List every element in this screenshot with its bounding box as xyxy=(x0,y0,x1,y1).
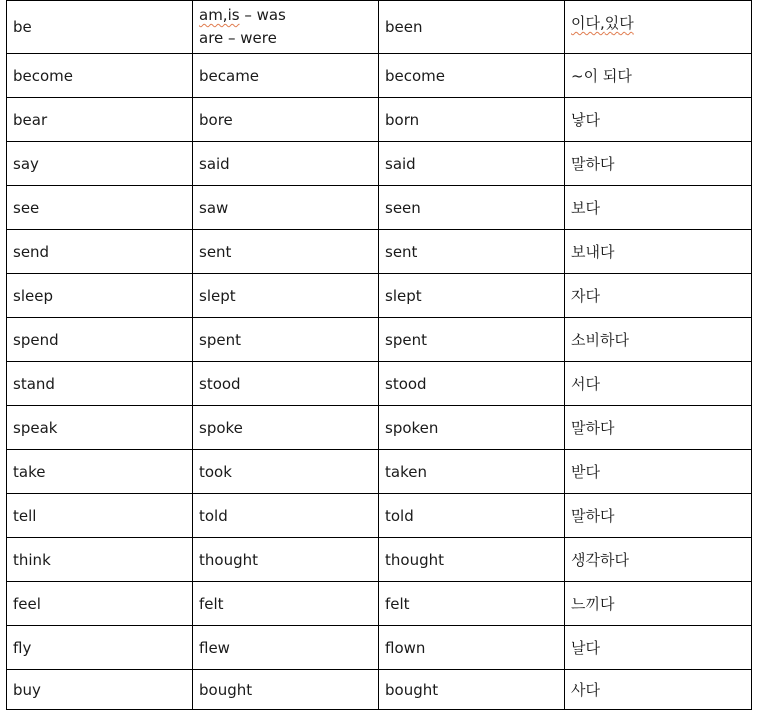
table-row xyxy=(7,670,752,710)
participle-text: thought xyxy=(385,550,444,569)
participle-cell xyxy=(379,186,565,230)
past-form-cell xyxy=(193,626,379,670)
past-form-cell xyxy=(193,538,379,582)
table-row xyxy=(7,406,752,450)
meaning-text: 느끼다 xyxy=(571,594,615,613)
meaning-cell xyxy=(565,98,752,142)
participle-text: flown xyxy=(385,638,426,657)
participle-text: slept xyxy=(385,286,422,305)
meaning-cell xyxy=(565,670,752,710)
meaning-cell xyxy=(565,274,752,318)
past-form-cell xyxy=(193,230,379,274)
verb-rows xyxy=(7,54,752,710)
irregular-verb-table xyxy=(6,0,752,710)
past-form-cell xyxy=(193,186,379,230)
past-form-cell xyxy=(193,406,379,450)
participle-cell xyxy=(379,582,565,626)
base-form-cell xyxy=(7,230,193,274)
past-form-cell xyxy=(193,494,379,538)
base-form-text: become xyxy=(13,66,74,85)
meaning-cell xyxy=(565,362,752,406)
past-form-text: spoke xyxy=(199,418,243,437)
table-row xyxy=(7,142,752,186)
base-form-cell xyxy=(7,626,193,670)
past-form-text: saw xyxy=(199,198,229,217)
table-row xyxy=(7,186,752,230)
past-form-cell xyxy=(193,142,379,186)
participle-text: bought xyxy=(385,680,439,699)
past-form-cell xyxy=(193,54,379,98)
meaning-cell xyxy=(565,1,752,54)
participle-cell xyxy=(379,406,565,450)
past-form-text: bought xyxy=(199,680,253,699)
base-form-text: fly xyxy=(13,638,32,657)
participle-cell xyxy=(379,494,565,538)
meaning-text: 보다 xyxy=(571,198,600,217)
participle-cell xyxy=(379,54,565,98)
past-form-line: are – were xyxy=(199,29,277,47)
past-form-text: – was xyxy=(239,6,286,24)
meaning-cell xyxy=(565,406,752,450)
meaning-text: 생각하다 xyxy=(571,550,629,569)
participle-cell xyxy=(379,142,565,186)
table-row xyxy=(7,538,752,582)
past-form-text: became xyxy=(199,66,260,85)
meaning-text: 사다 xyxy=(571,680,600,699)
spellcheck-word: 이다, xyxy=(571,14,605,32)
participle-text: felt xyxy=(385,594,410,613)
table-row xyxy=(7,582,752,626)
past-form-cell xyxy=(193,1,379,54)
base-form-cell xyxy=(7,582,193,626)
past-form-line xyxy=(199,4,372,27)
participle-cell xyxy=(379,670,565,710)
participle-text: sent xyxy=(385,242,418,261)
meaning-text: 말하다 xyxy=(571,418,615,437)
participle-text: spent xyxy=(385,330,427,349)
meaning-text: 자다 xyxy=(571,286,600,305)
table-row xyxy=(7,626,752,670)
participle-cell xyxy=(379,1,565,54)
table-row xyxy=(7,318,752,362)
participle-text: born xyxy=(385,110,420,129)
past-form-text: felt xyxy=(199,594,224,613)
meaning-cell xyxy=(565,142,752,186)
base-form-cell xyxy=(7,450,193,494)
base-form-text: bear xyxy=(13,110,48,129)
table-row xyxy=(7,230,752,274)
participle-text: told xyxy=(385,506,414,525)
past-form-text: took xyxy=(199,462,232,481)
meaning-cell xyxy=(565,538,752,582)
meaning-cell xyxy=(565,582,752,626)
past-form-cell xyxy=(193,670,379,710)
participle-text: become xyxy=(385,66,446,85)
meaning-cell xyxy=(565,494,752,538)
base-form-cell xyxy=(7,54,193,98)
base-form-cell xyxy=(7,362,193,406)
base-form-text: say xyxy=(13,154,39,173)
past-form-cell xyxy=(193,362,379,406)
spellcheck-word: 있다 xyxy=(604,14,634,32)
base-form-cell xyxy=(7,98,193,142)
meaning-cell xyxy=(565,54,752,98)
participle-text: seen xyxy=(385,198,421,217)
past-form-text: said xyxy=(199,154,230,173)
past-form-text: stood xyxy=(199,374,241,393)
table-row xyxy=(7,1,752,54)
participle-cell xyxy=(379,230,565,274)
base-form-cell xyxy=(7,142,193,186)
past-form-text: told xyxy=(199,506,228,525)
past-form-text: flew xyxy=(199,638,230,657)
meaning-cell xyxy=(565,230,752,274)
participle-text: stood xyxy=(385,374,427,393)
past-form-cell xyxy=(193,98,379,142)
participle-text: taken xyxy=(385,462,427,481)
past-form-text: spent xyxy=(199,330,241,349)
meaning-text: 말하다 xyxy=(571,154,615,173)
base-form-text: take xyxy=(13,462,46,481)
past-form-cell xyxy=(193,274,379,318)
table-row xyxy=(7,54,752,98)
past-form-text: sent xyxy=(199,242,232,261)
participle-cell xyxy=(379,362,565,406)
base-form-text: spend xyxy=(13,330,59,349)
table-row xyxy=(7,362,752,406)
participle-cell xyxy=(379,626,565,670)
table-row xyxy=(7,450,752,494)
base-form-text: speak xyxy=(13,418,58,437)
base-form-text: tell xyxy=(13,506,37,525)
meaning-cell xyxy=(565,318,752,362)
meaning-text: 받다 xyxy=(571,462,600,481)
meaning-cell xyxy=(565,450,752,494)
participle-cell xyxy=(379,274,565,318)
base-form-cell xyxy=(7,318,193,362)
past-form-cell xyxy=(193,450,379,494)
participle-cell xyxy=(379,98,565,142)
base-form-cell xyxy=(7,274,193,318)
meaning-text: 소비하다 xyxy=(571,330,629,349)
meaning-text: 말하다 xyxy=(571,506,615,525)
base-form-text: think xyxy=(13,550,51,569)
base-form-cell xyxy=(7,406,193,450)
base-form-cell xyxy=(7,538,193,582)
base-form-text: be xyxy=(13,18,32,36)
base-form-cell xyxy=(7,186,193,230)
base-form-cell xyxy=(7,494,193,538)
meaning-text: 날다 xyxy=(571,638,600,657)
meaning-text xyxy=(571,14,634,32)
participle-cell xyxy=(379,538,565,582)
base-form-text: see xyxy=(13,198,40,217)
base-form-text: stand xyxy=(13,374,55,393)
meaning-text: 서다 xyxy=(571,374,600,393)
participle-text: said xyxy=(385,154,416,173)
meaning-cell xyxy=(565,626,752,670)
table-row xyxy=(7,274,752,318)
participle-cell xyxy=(379,450,565,494)
spellcheck-word: am,is xyxy=(199,6,240,24)
table-row xyxy=(7,98,752,142)
past-form-text: slept xyxy=(199,286,236,305)
participle-text: been xyxy=(385,18,423,36)
past-form-cell xyxy=(193,582,379,626)
past-form-text: bore xyxy=(199,110,233,129)
base-form-cell xyxy=(7,670,193,710)
past-form-text: thought xyxy=(199,550,258,569)
table-row xyxy=(7,494,752,538)
participle-text: spoken xyxy=(385,418,439,437)
base-form-text: feel xyxy=(13,594,41,613)
past-form-cell xyxy=(193,318,379,362)
meaning-cell xyxy=(565,186,752,230)
participle-cell xyxy=(379,318,565,362)
base-form-cell xyxy=(7,1,193,54)
base-form-text: sleep xyxy=(13,286,53,305)
base-form-text: buy xyxy=(13,680,41,699)
meaning-text: 낳다 xyxy=(571,110,600,129)
meaning-text: ~이 되다 xyxy=(571,66,632,85)
base-form-text: send xyxy=(13,242,50,261)
meaning-text: 보내다 xyxy=(571,242,615,261)
